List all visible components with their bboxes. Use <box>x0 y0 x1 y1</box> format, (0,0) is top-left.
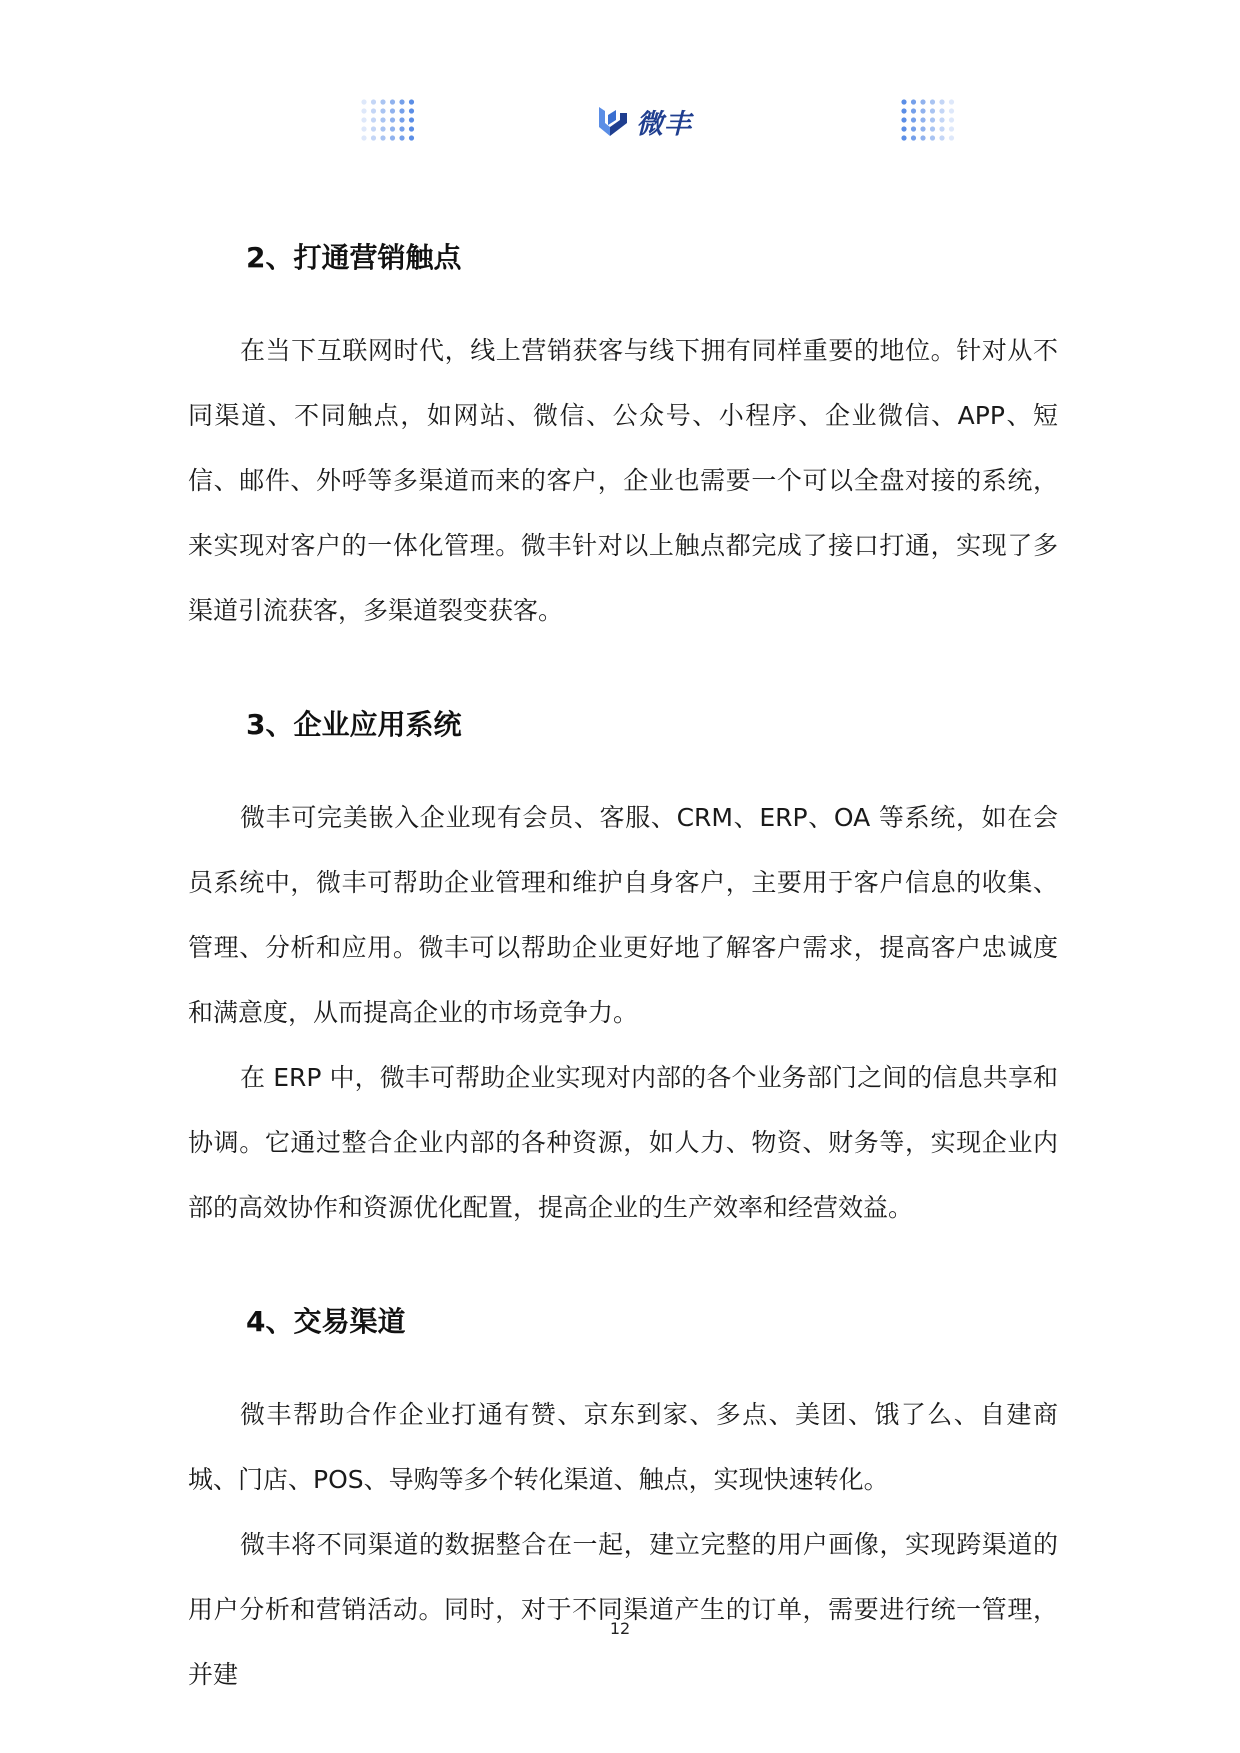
paragraph: 在 ERP 中，微丰可帮助企业实现对内部的各个业务部门之间的信息共享和协调。它通过整合企业内部的各种资源，如人力、物资、财务等，实现企业内部的高效协作和资源优化配置，提高企业的生产效率和经营效益。 <box>188 1063 1058 1222</box>
decor-dot <box>930 108 935 113</box>
decor-dot <box>920 135 925 140</box>
decor-dot <box>399 117 404 122</box>
decor-dot <box>380 99 385 104</box>
decor-dot <box>390 126 395 131</box>
decor-dot <box>949 126 954 131</box>
decor-dot <box>930 135 935 140</box>
decor-dot <box>911 135 916 140</box>
decor-dot <box>911 108 916 113</box>
decor-dot <box>380 117 385 122</box>
decor-dot <box>361 99 366 104</box>
decor-dot <box>390 108 395 113</box>
decor-dot <box>390 135 395 140</box>
decor-dot <box>939 126 944 131</box>
decor-dot <box>920 99 925 104</box>
paragraph: 微丰将不同渠道的数据整合在一起，建立完整的用户画像，实现跨渠道的用户分析和营销活动。同时，对于不同渠道产生的订单，需要进行统一管理，并建 <box>188 1530 1058 1689</box>
decor-dot <box>399 99 404 104</box>
decor-dot <box>390 117 395 122</box>
decor-dot <box>901 117 906 122</box>
decor-dot <box>399 135 404 140</box>
decor-dot <box>361 117 366 122</box>
decor-dot <box>939 99 944 104</box>
decor-dot <box>901 99 906 104</box>
decor-dot <box>911 126 916 131</box>
decor-dot <box>409 126 414 131</box>
section-heading: 3、企业应用系统 <box>246 708 462 741</box>
decor-dot <box>939 108 944 113</box>
decor-dot <box>371 117 376 122</box>
decor-dot <box>380 108 385 113</box>
decor-dot <box>949 99 954 104</box>
paragraph: 微丰可完美嵌入企业现有会员、客服、CRM、ERP、OA 等系统，如在会员系统中，微丰可帮助企业管理和维护自身客户，主要用于客户信息的收集、管理、分析和应用。微丰可以帮助企业更好地了解客户需求，提高客户忠诚度和满意度，从而提高企业的市场竞争力。 <box>188 803 1058 1027</box>
decor-dot <box>399 108 404 113</box>
decor-dot <box>949 135 954 140</box>
decor-dot <box>371 135 376 140</box>
paragraph: 微丰帮助合作企业打通有赞、京东到家、多点、美团、饿了么、自建商城、门店、POS、导购等多个转化渠道、触点，实现快速转化。 <box>188 1400 1058 1494</box>
decor-dot <box>901 126 906 131</box>
decor-dot <box>399 126 404 131</box>
decor-dot <box>930 117 935 122</box>
decor-dot <box>901 108 906 113</box>
decor-dot <box>361 126 366 131</box>
section-heading: 2、打通营销触点 <box>246 241 462 274</box>
brand-logo <box>596 96 692 146</box>
decor-dot <box>371 126 376 131</box>
dot-grid-icon <box>900 98 956 142</box>
decor-dot <box>409 135 414 140</box>
decor-dot <box>380 126 385 131</box>
decor-dot <box>901 135 906 140</box>
decor-dot <box>409 117 414 122</box>
decor-dot <box>920 126 925 131</box>
logo-text: 微丰 <box>636 108 692 140</box>
decor-dot <box>380 135 385 140</box>
decor-dot <box>920 117 925 122</box>
decor-dot <box>939 117 944 122</box>
decor-dot <box>409 108 414 113</box>
dot-grid-icon <box>360 98 416 142</box>
document-body <box>188 222 1058 1707</box>
decor-dot <box>371 108 376 113</box>
decor-dot <box>939 135 944 140</box>
decor-dot <box>409 99 414 104</box>
decor-dot <box>949 117 954 122</box>
decor-dot <box>371 99 376 104</box>
decor-dot <box>911 99 916 104</box>
decor-dot <box>911 117 916 122</box>
weifeng-logo-icon <box>596 103 630 139</box>
decor-dot <box>930 126 935 131</box>
page-header <box>0 92 1240 152</box>
decor-dot <box>390 99 395 104</box>
decor-dot <box>949 108 954 113</box>
decor-dot <box>361 108 366 113</box>
section-heading: 4、交易渠道 <box>246 1305 406 1338</box>
paragraph: 在当下互联网时代，线上营销获客与线下拥有同样重要的地位。针对从不同渠道、不同触点，如网站、微信、公众号、小程序、企业微信、APP、短信、邮件、外呼等多渠道而来的客户，企业也需要一个可以全盘对接的系统，来实现对客户的一体化管理。微丰针对以上触点都完成了接口打通，实现了多渠道引流获客，多渠道裂变获客。 <box>188 336 1058 625</box>
decor-dot <box>920 108 925 113</box>
decor-dot <box>930 99 935 104</box>
decor-dot <box>361 135 366 140</box>
page-number: 12 <box>609 1619 631 1638</box>
